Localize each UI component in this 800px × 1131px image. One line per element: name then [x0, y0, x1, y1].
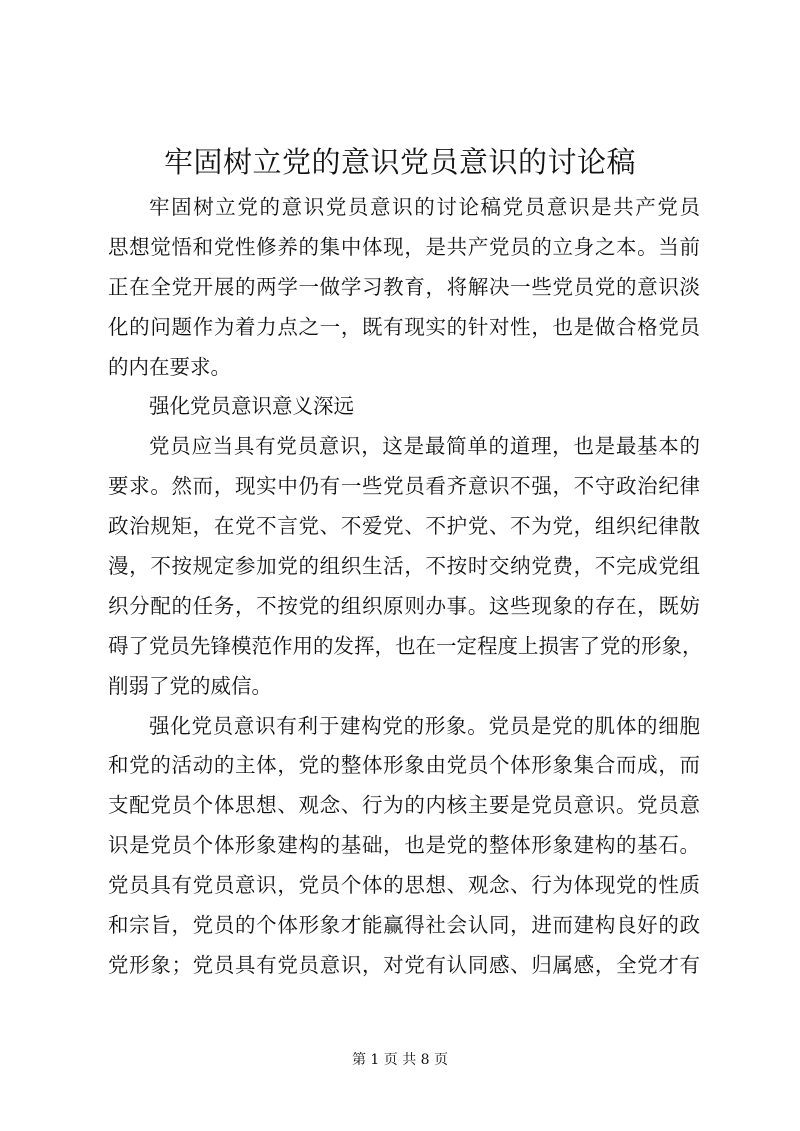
- text-line: 碍了党员先锋模范作用的发挥，也在一定程度上损害了党的形象，: [108, 633, 703, 658]
- document-body: [108, 188, 703, 986]
- text-line: 党员具有党员意识，党员个体的思想、观念、行为体现党的性质: [108, 873, 700, 898]
- text-line: 的内在要求。: [108, 354, 231, 379]
- text-line: 牢固树立党的意识党员意识的讨论稿党员意识是共产党员: [149, 195, 700, 219]
- text-line: 漫，不按规定参加党的组织生活，不按时交纳党费，不完成党组: [108, 554, 700, 579]
- text-line: 要求。然而，现实中仍有一些党员看齐意识不强，不守政治纪律: [108, 474, 700, 499]
- text-line: 政治规矩，在党不言党、不爱党、不护党、不为党，组织纪律散: [108, 514, 700, 539]
- text-line: 强化党员意识有利于建构党的形象。党员是党的肌体的细胞: [149, 713, 700, 738]
- text-line: 化的问题作为着力点之一，既有现实的针对性，也是做合格党员: [108, 314, 700, 339]
- page-footer: 第 1 页 共 8 页: [351, 1052, 449, 1068]
- text-line: 党形象；党员具有党员意识，对党有认同感、归属感，全党才有: [108, 952, 700, 977]
- text-line: 织分配的任务，不按党的组织原则办事。这些现象的存在，既妨: [108, 593, 700, 618]
- text-line: 和党的活动的主体，党的整体形象由党员个体形象集合而成，而: [108, 753, 700, 778]
- text-line: 识是党员个体形象建构的基础，也是党的整体形象建构的基石。: [108, 833, 700, 858]
- text-line: 思想觉悟和党性修养的集中体现，是共产党员的立身之本。当前: [108, 234, 700, 259]
- text-line: 正在全党开展的两学一做学习教育，将解决一些党员党的意识淡: [108, 274, 700, 299]
- text-line: 支配党员个体思想、观念、行为的内核主要是党员意识。党员意: [108, 793, 700, 818]
- text-line: 削弱了党的威信。: [108, 673, 272, 698]
- text-line: 党员应当具有党员意识，这是最简单的道理，也是最基本的: [149, 434, 700, 459]
- section-heading: 强化党员意识意义深远: [149, 394, 354, 419]
- text-line: 和宗旨，党员的个体形象才能赢得社会认同，进而建构良好的政: [108, 913, 700, 938]
- document-title: 牢固树立党的意识党员意识的讨论稿: [163, 145, 636, 179]
